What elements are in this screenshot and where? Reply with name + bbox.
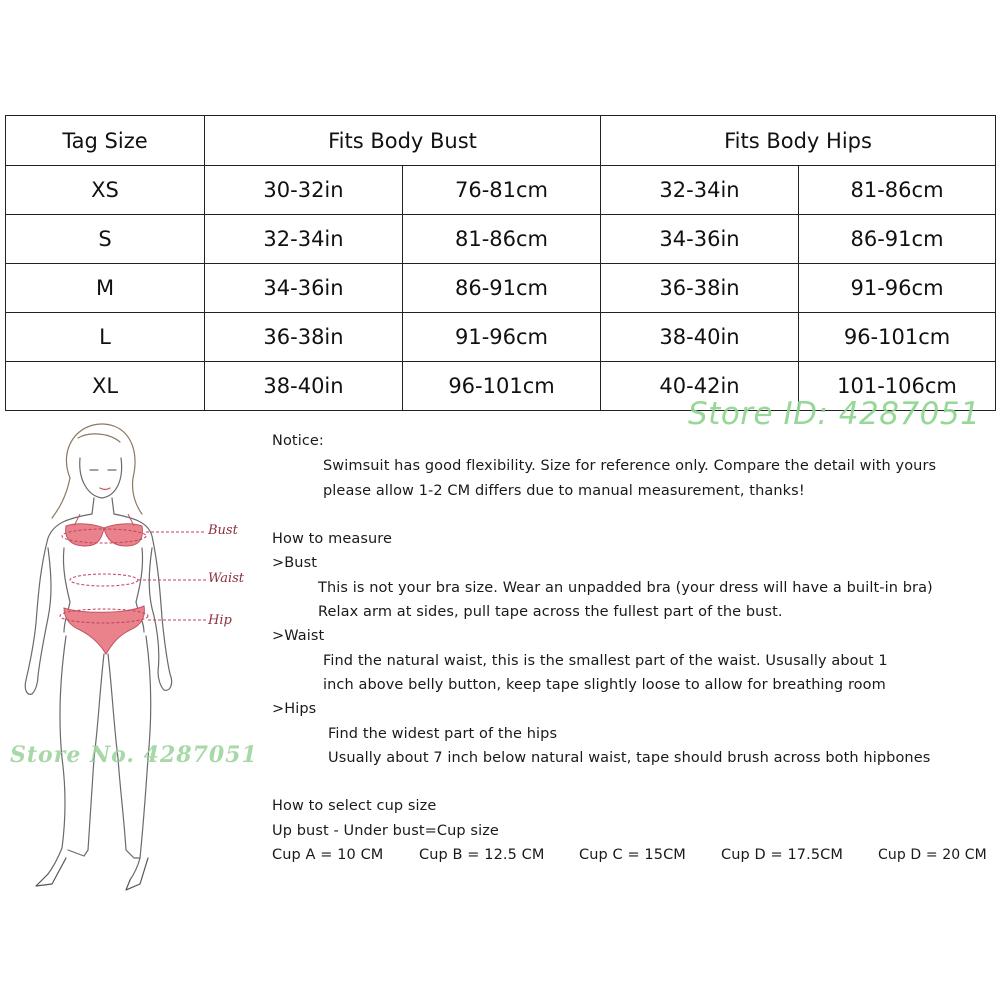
cell-bust-cm: 81-86cm — [403, 215, 601, 264]
cell-bust-cm: 76-81cm — [403, 166, 601, 215]
hips-line-2: Usually about 7 inch below natural waist, tape should brush across both hipbones — [328, 750, 931, 766]
cell-hips-cm: 86-91cm — [799, 215, 996, 264]
header-fits-body-bust: Fits Body Bust — [205, 116, 601, 166]
cell-size: L — [6, 313, 205, 362]
bikini-top — [66, 524, 143, 546]
cup-size-a: Cup A = 10 CM — [272, 847, 384, 863]
bikini-bottom — [64, 606, 144, 654]
waist-line-1: Find the natural waist, this is the smallest part of the waist. Ususally about 1 — [323, 653, 888, 669]
waist-label: Waist — [208, 571, 245, 586]
cup-formula: Up bust - Under bust=Cup size — [272, 823, 499, 839]
cup-size-c: Cup C = 15CM — [579, 847, 686, 863]
cell-hips-cm: 81-86cm — [799, 166, 996, 215]
cup-size-e: Cup D = 20 CM — [878, 847, 987, 863]
cell-hips-in: 38-40in — [601, 313, 799, 362]
cell-bust-in: 38-40in — [205, 362, 403, 411]
cell-bust-in: 36-38in — [205, 313, 403, 362]
cup-size-b: Cup B = 12.5 CM — [419, 847, 545, 863]
cup-title: How to select cup size — [272, 798, 437, 814]
cup-size-d: Cup D = 17.5CM — [721, 847, 843, 863]
table-row — [6, 166, 996, 215]
cell-bust-in: 34-36in — [205, 264, 403, 313]
table-header-row — [6, 116, 996, 166]
cell-bust-in: 30-32in — [205, 166, 403, 215]
bust-line-2: Relax arm at sides, pull tape across the fullest part of the bust. — [318, 604, 783, 620]
hips-line-1: Find the widest part of the hips — [328, 726, 558, 742]
store-no-watermark: Store No. 4287051 — [10, 742, 258, 768]
cell-hips-in: 36-38in — [601, 264, 799, 313]
notice-title: Notice: — [272, 433, 324, 449]
cell-hips-cm: 96-101cm — [799, 313, 996, 362]
hips-heading: >Hips — [272, 701, 317, 717]
bust-heading: >Bust — [272, 555, 318, 571]
cell-bust-cm: 91-96cm — [403, 313, 601, 362]
cell-hips-in: 40-42in — [601, 362, 799, 411]
cell-hips-in: 32-34in — [601, 166, 799, 215]
cell-hips-cm: 101-106cm — [799, 362, 996, 411]
measure-title: How to measure — [272, 531, 393, 547]
table-row — [6, 264, 996, 313]
cell-size: M — [6, 264, 205, 313]
store-id-watermark: Store ID: 4287051 — [688, 396, 981, 432]
cell-bust-cm: 96-101cm — [403, 362, 601, 411]
cell-size: S — [6, 215, 205, 264]
cell-hips-in: 34-36in — [601, 215, 799, 264]
waist-line-2: inch above belly button, keep tape slightly loose to allow for breathing room — [323, 677, 886, 693]
header-tag-size: Tag Size — [6, 116, 205, 166]
table-row — [6, 215, 996, 264]
cell-bust-cm: 86-91cm — [403, 264, 601, 313]
table-row — [6, 313, 996, 362]
notice-line-2: please allow 1-2 CM differs due to manual measurement, thanks! — [323, 483, 805, 499]
size-chart-table — [5, 115, 996, 411]
waist-heading: >Waist — [272, 628, 325, 644]
cell-size: XS — [6, 166, 205, 215]
cell-size: XL — [6, 362, 205, 411]
header-fits-body-hips: Fits Body Hips — [601, 116, 996, 166]
body-figure-illustration — [8, 418, 268, 893]
bust-label: Bust — [208, 523, 238, 538]
cell-bust-in: 32-34in — [205, 215, 403, 264]
bust-line-1: This is not your bra size. Wear an unpadded bra (your dress will have a built-in bra) — [318, 580, 933, 596]
cell-hips-cm: 91-96cm — [799, 264, 996, 313]
notice-line-1: Swimsuit has good flexibility. Size for reference only. Compare the detail with yours — [323, 458, 937, 474]
hip-label: Hip — [208, 613, 232, 628]
